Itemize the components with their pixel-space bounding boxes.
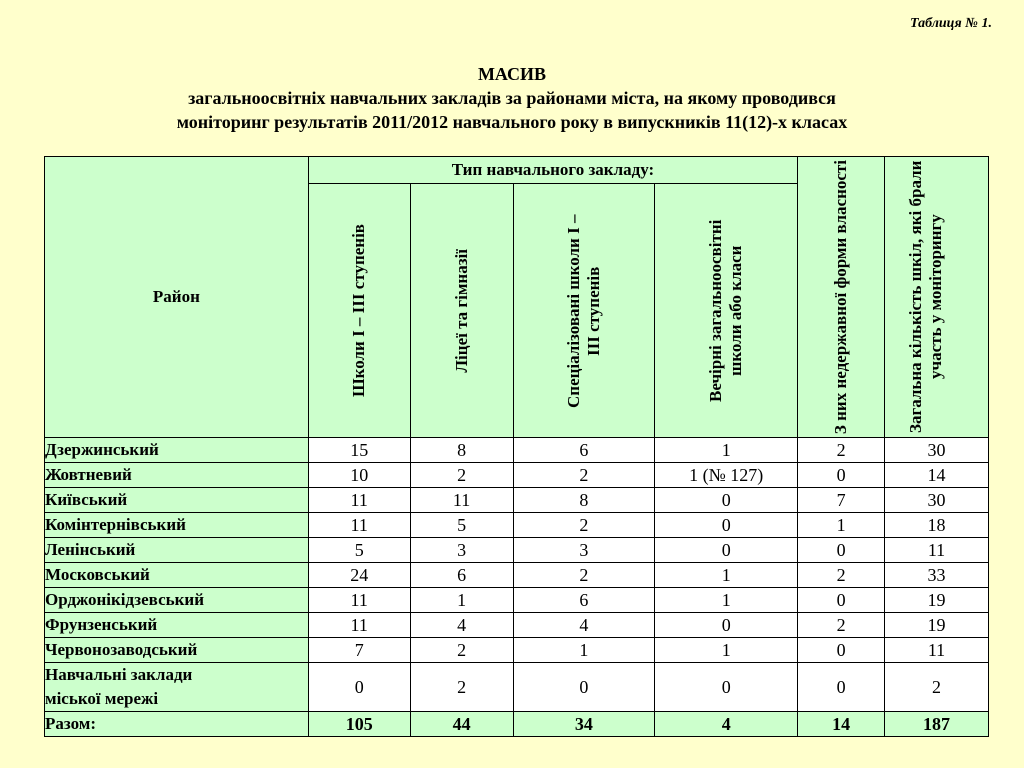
- cell-total: 19: [885, 588, 989, 613]
- cell-specialized: 1: [513, 638, 655, 663]
- district-name-line-1: Навчальні заклади: [45, 665, 193, 684]
- cell-specialized: 3: [513, 538, 655, 563]
- header-type-group: Тип навчального закладу:: [308, 157, 797, 184]
- title-line-1: МАСИВ: [477, 64, 547, 84]
- cell-specialized: 2: [513, 513, 655, 538]
- cell-evening: 0: [655, 513, 798, 538]
- cell-evening: 0: [655, 488, 798, 513]
- cell-non-state: 0: [798, 588, 885, 613]
- cell-non-state: 2: [798, 438, 885, 463]
- header-non-state-label: З них недержавної форми власності: [831, 159, 851, 435]
- page-title: [0, 62, 1024, 134]
- cell-lyceums: 8: [410, 438, 513, 463]
- cell-total: 18: [885, 513, 989, 538]
- district-name-line-2: міської мережі: [45, 689, 159, 708]
- cell-lyceums: 5: [410, 513, 513, 538]
- cell-non-state: 7: [798, 488, 885, 513]
- cell-total: 11: [885, 638, 989, 663]
- header-schools-1-3: [308, 184, 410, 438]
- cell-lyceums: 2: [410, 663, 513, 712]
- district-name: Київський: [45, 488, 309, 513]
- cell-schools: 11: [308, 488, 410, 513]
- cell-specialized: 2: [513, 563, 655, 588]
- cell-evening: 1: [655, 588, 798, 613]
- cell-evening: 1: [655, 563, 798, 588]
- table-row: [45, 663, 989, 712]
- header-total-schools: [885, 157, 989, 438]
- cell-schools: 15: [308, 438, 410, 463]
- cell-total: 2: [885, 663, 989, 712]
- cell-non-state: 0: [798, 463, 885, 488]
- cell-evening: 0: [655, 663, 798, 712]
- total-row: [45, 712, 989, 737]
- cell-schools: 11: [308, 588, 410, 613]
- cell-schools: 10: [308, 463, 410, 488]
- district-name: Ленінський: [45, 538, 309, 563]
- cell-lyceums: 1: [410, 588, 513, 613]
- cell-lyceums: 3: [410, 538, 513, 563]
- header-lyceums-label: Ліцеї та гімназії: [451, 248, 471, 373]
- district-name: Орджонікідзевський: [45, 588, 309, 613]
- header-lyceums: [410, 184, 513, 438]
- header-specialized-label: Спеціалізовані школи І – ІІІ ступенів: [563, 213, 603, 408]
- title-line-3: моніторинг результатів 2011/2012 навчального року в випускників 11(12)-х класах: [176, 112, 848, 132]
- cell-specialized: 6: [513, 588, 655, 613]
- header-district: Район: [45, 157, 309, 438]
- cell-non-state: 2: [798, 563, 885, 588]
- title-line-2: загальноосвітніх навчальних закладів за районами міста, на якому проводився: [188, 88, 836, 108]
- cell-evening: 1: [655, 438, 798, 463]
- cell-non-state: 2: [798, 613, 885, 638]
- cell-lyceums: 2: [410, 463, 513, 488]
- table-row: [45, 588, 989, 613]
- table-row: [45, 438, 989, 463]
- district-name: Жовтневий: [45, 463, 309, 488]
- schools-table: [44, 156, 989, 737]
- cell-specialized: 2: [513, 463, 655, 488]
- cell-evening: 0: [655, 613, 798, 638]
- cell-total: 19: [885, 613, 989, 638]
- district-name: Червонозаводський: [45, 638, 309, 663]
- district-name: Московський: [45, 563, 309, 588]
- cell-evening: 1: [655, 638, 798, 663]
- cell-evening: 0: [655, 538, 798, 563]
- cell-evening: 1 (№ 127): [655, 463, 798, 488]
- table-number: Таблиця № 1.: [910, 16, 992, 31]
- cell-total: 30: [885, 488, 989, 513]
- total-evening: 4: [655, 712, 798, 737]
- total-non-state: 14: [798, 712, 885, 737]
- district-name: Комінтернівський: [45, 513, 309, 538]
- table-row: [45, 538, 989, 563]
- cell-lyceums: 4: [410, 613, 513, 638]
- district-name: Фрунзенський: [45, 613, 309, 638]
- cell-non-state: 0: [798, 538, 885, 563]
- cell-schools: 7: [308, 638, 410, 663]
- cell-schools: 5: [308, 538, 410, 563]
- total-specialized: 34: [513, 712, 655, 737]
- cell-schools: 24: [308, 563, 410, 588]
- cell-non-state: 1: [798, 513, 885, 538]
- district-name: Дзержинський: [45, 438, 309, 463]
- table-row: [45, 463, 989, 488]
- table-row: [45, 488, 989, 513]
- cell-total: 30: [885, 438, 989, 463]
- cell-total: 11: [885, 538, 989, 563]
- cell-lyceums: 6: [410, 563, 513, 588]
- header-non-state: [798, 157, 885, 438]
- cell-total: 14: [885, 463, 989, 488]
- district-name: [45, 663, 309, 712]
- cell-schools: 0: [308, 663, 410, 712]
- total-schools: 105: [308, 712, 410, 737]
- cell-specialized: 8: [513, 488, 655, 513]
- cell-schools: 11: [308, 513, 410, 538]
- table-row: [45, 563, 989, 588]
- cell-non-state: 0: [798, 638, 885, 663]
- header-evening-label: Вечірні загальноосвітні школи або класи: [706, 219, 746, 402]
- table-row: [45, 613, 989, 638]
- table-row: [45, 513, 989, 538]
- cell-schools: 11: [308, 613, 410, 638]
- cell-total: 33: [885, 563, 989, 588]
- total-lyceums: 44: [410, 712, 513, 737]
- header-evening: [655, 184, 798, 438]
- total-all: 187: [885, 712, 989, 737]
- cell-specialized: 0: [513, 663, 655, 712]
- cell-non-state: 0: [798, 663, 885, 712]
- header-total-schools-label: Загальна кількість шкіл, які брали участь у моніторингу: [905, 160, 945, 434]
- total-label: Разом:: [45, 712, 309, 737]
- cell-lyceums: 11: [410, 488, 513, 513]
- cell-specialized: 4: [513, 613, 655, 638]
- header-specialized: [513, 184, 655, 438]
- table-row: [45, 638, 989, 663]
- cell-specialized: 6: [513, 438, 655, 463]
- cell-lyceums: 2: [410, 638, 513, 663]
- header-schools-1-3-label: Школи І – ІІІ ступенів: [349, 223, 369, 398]
